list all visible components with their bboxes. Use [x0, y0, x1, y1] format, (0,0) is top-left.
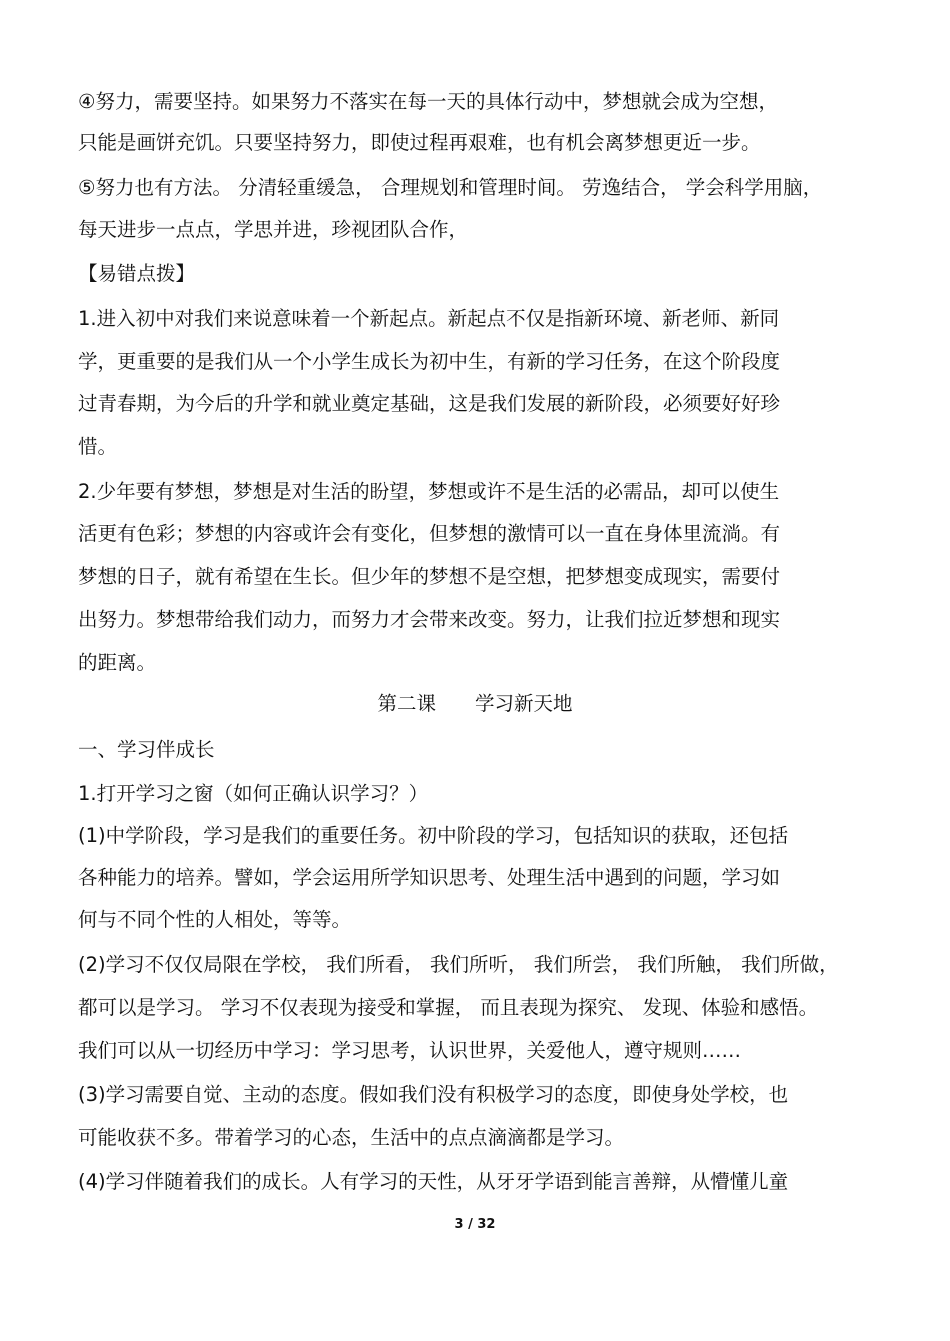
paragraph-line: 我们可以从一切经历中学习：学习思考，认识世界，关爱他人，遵守规则…… — [78, 1039, 742, 1062]
paragraph-line: 活更有色彩；梦想的内容或许会有变化，但梦想的激情可以一直在身体里流淌。有 — [78, 522, 781, 545]
paragraph-line: 都可以是学习。 学习不仅表现为接受和掌握， 而且表现为探究、 发现、体验和感悟。 — [78, 996, 819, 1019]
paragraph-line: (2)学习不仅仅局限在学校， 我们所看， 我们所听， 我们所尝， 我们所触， 我们所做， — [78, 953, 839, 976]
paragraph-line: 梦想的日子，就有希望在生长。但少年的梦想不是空想，把梦想变成现实，需要付 — [78, 565, 781, 588]
paragraph-line: 可能收获不多。带着学习的心态，生活中的点点滴滴都是学习。 — [78, 1126, 625, 1149]
paragraph-line: 学，更重要的是我们从一个小学生成长为初中生，有新的学习任务，在这个阶段度 — [78, 350, 781, 373]
paragraph-line: 惜。 — [78, 435, 118, 458]
paragraph-line: (1)中学阶段，学习是我们的重要任务。初中阶段的学习，包括知识的获取，还包括 — [78, 824, 789, 847]
section-heading: 一、学习伴成长 — [78, 738, 215, 761]
paragraph-line: 何与不同个性的人相处，等等。 — [78, 908, 352, 931]
paragraph-line: 的距离。 — [78, 651, 157, 674]
paragraph-line: 出努力。梦想带给我们动力，而努力才会带来改变。努力，让我们拉近梦想和现实 — [78, 608, 781, 631]
paragraph-line: ④努力，需要坚持。如果努力不落实在每一天的具体行动中，梦想就会成为空想， — [78, 90, 778, 113]
paragraph-line: 各种能力的培养。譬如，学会运用所学知识思考、处理生活中遇到的问题，学习如 — [78, 866, 781, 889]
paragraph-line: ⑤努力也有方法。 分清轻重缓急， 合理规划和管理时间。 劳逸结合， 学会科学用脑， — [78, 176, 823, 199]
lesson-title: 第二课 学习新天地 — [377, 692, 573, 715]
page-number: 3 / 32 — [454, 1217, 496, 1232]
paragraph-line: 每天进步一点点，学思并进，珍视团队合作， — [78, 218, 469, 241]
paragraph-line: 只能是画饼充饥。只要坚持努力，即使过程再艰难，也有机会离梦想更近一步。 — [78, 131, 761, 154]
paragraph-line: 过青春期，为今后的升学和就业奠定基础，这是我们发展的新阶段，必须要好好珍 — [78, 392, 781, 415]
paragraph-line: (4)学习伴随着我们的成长。人有学习的天性，从牙牙学语到能言善辩，从懵懂儿童 — [78, 1170, 789, 1193]
subsection-heading: 1.打开学习之窗（如何正确认识学习？） — [78, 782, 429, 805]
paragraph-line: 1.进入初中对我们来说意味着一个新起点。新起点不仅是指新环境、新老师、新同 — [78, 307, 780, 330]
paragraph-line: 2.少年要有梦想，梦想是对生活的盼望，梦想或许不是生活的必需品，却可以使生 — [78, 480, 780, 503]
section-heading: 【易错点拨】 — [78, 262, 196, 285]
paragraph-line: (3)学习需要自觉、主动的态度。假如我们没有积极学习的态度，即使身处学校，也 — [78, 1083, 789, 1106]
